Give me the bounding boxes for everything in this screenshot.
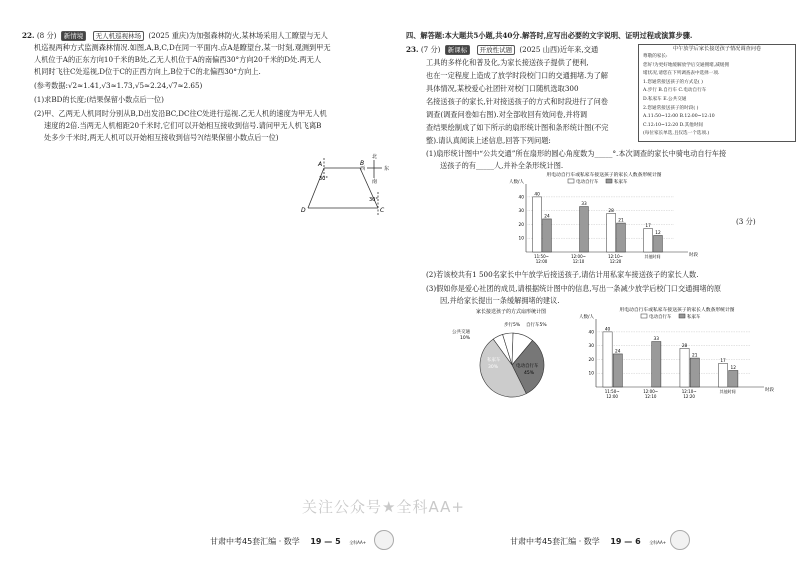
q22-title-tag: 无人机巡视林场: [93, 31, 145, 41]
q22-line-5: (1)求BD的长度;(结果保留小数点后一位): [34, 95, 164, 104]
compass-north: 北: [372, 154, 378, 160]
x-tick-label: 12:00~: [643, 389, 659, 394]
q23-line-6: 查结果绘制成了如下所示的扇形统计图和条形统计图(不完: [426, 123, 609, 132]
x-tick-label: 12:20: [609, 259, 622, 264]
data-label: 12: [655, 230, 661, 236]
bar-car: [652, 342, 661, 387]
point-d: D: [301, 207, 306, 214]
point-b: B: [360, 160, 365, 167]
legend-swatch-ebike: [641, 314, 647, 318]
bar-ebike: [718, 364, 727, 387]
bar-car: [580, 207, 589, 252]
x-axis-label: 时段: [765, 388, 774, 393]
segment-ad: [308, 168, 324, 208]
q22-line-3: 机同时飞往C处巡视,D位于C的正西方向上,B位于C的北偏西30°方向上.: [34, 67, 261, 76]
y-tick-label: 10: [518, 236, 524, 242]
q22-number: 22.: [22, 31, 35, 40]
bar-ebike: [533, 197, 542, 252]
pie-label-ebike-pct: 45%: [524, 371, 535, 376]
bar-ebike: [603, 332, 612, 387]
data-label: 28: [608, 208, 614, 214]
legend-label-car: 私家车: [614, 180, 628, 185]
bar-car: [729, 370, 738, 387]
data-label: 33: [581, 202, 587, 208]
x-tick-label: 12:00: [535, 259, 548, 264]
y-tick-label: 10: [588, 371, 594, 377]
right-footer-title: 甘肃中考45套汇编 · 数学: [510, 537, 600, 546]
q23-line-1: 工具的多样化和普及化,为家长接送孩子提供了便利,: [426, 58, 589, 67]
pie-label-public-pct: 10%: [460, 336, 471, 341]
pie-label-car-pct: 30%: [488, 365, 499, 370]
q23-new-tag: 新课标: [445, 45, 471, 55]
data-label: 40: [534, 192, 540, 198]
survey-line-0: 尊敬的家长:: [643, 54, 668, 59]
compass-west: 西: [360, 166, 366, 172]
legend-label-ebike: 电动自行车: [576, 180, 599, 185]
q23-score-note: (3 分): [736, 217, 756, 226]
q22-header: [22, 30, 328, 41]
data-label: 40: [604, 327, 611, 333]
q23-sub3: (3)假如你是爱心社团的成员,请根据统计图中的信息,写出一条减少放学后校门口交通拥堵的原: [426, 284, 722, 293]
q22-line-4: (参考数据:√2≈1.41,√3≈1.73,√5≈2.24,√7≈2.65): [34, 81, 203, 90]
right-footer-tiny-note: 全科AA+: [649, 540, 667, 545]
angle-c: 30°: [369, 197, 378, 203]
legend-label-car: 私家车: [687, 315, 701, 320]
q23-line-3: 具体情况,某校爱心社团针对校门口随机选取300: [426, 84, 579, 93]
survey-body: [639, 53, 795, 139]
q22-line-2: 人机位于A的正东方向10千米的B处,乙无人机位于A的南偏西30°方向20千米的D处.两无人: [34, 55, 322, 64]
q23-number: 23.: [406, 45, 419, 54]
q22-line-8: 处多少千米时,两无人机可以开始相互接收到信号?(结果保留小数点后一位): [44, 133, 279, 142]
bar-ebike: [607, 213, 616, 252]
right-footer: [510, 536, 666, 547]
bar-car: [543, 219, 552, 252]
data-label: 17: [645, 224, 651, 230]
survey-box: [638, 44, 796, 142]
q22-figure: [290, 150, 400, 220]
legend-swatch-car: [679, 314, 685, 318]
left-footer-tiny-note: 全科AA+: [349, 540, 367, 545]
survey-line-5: D.私家车 E.公共交通: [643, 96, 687, 102]
bar-car: [654, 235, 663, 252]
survey-line-3: 1.您通常接送孩子的方式是( ): [643, 79, 703, 85]
bar-car: [617, 223, 626, 252]
survey-title: 中午放学后家长接送孩子情况调查问卷: [672, 46, 762, 52]
angle-a: 30°: [319, 176, 328, 182]
pie-label-ebike: 电动自行车: [516, 364, 539, 369]
point-a: A: [318, 161, 323, 168]
pie-chart: [446, 305, 576, 405]
y-tick-label: 30: [588, 344, 594, 350]
compass-east: 东: [384, 166, 390, 172]
q23-line-4: 名接送孩子的家长,针对接送孩子的方式和时段进行了问卷: [426, 97, 608, 106]
q23-sub3b: 因,并给家长提出一条缓解拥堵的建议.: [440, 296, 560, 305]
q23-header: [406, 44, 598, 55]
q23-line-0: (2025 山西)近年来,交通: [519, 45, 599, 54]
bar-ebike: [644, 229, 653, 252]
y-tick-label: 20: [518, 222, 524, 228]
watermark: 关注公众号★全科AA+: [302, 498, 465, 516]
left-footer: [210, 536, 366, 547]
survey-line-1: 您好!为更好地缓解放学后交通拥堵,减缓拥: [643, 62, 729, 68]
right-footer-emblem: [670, 530, 690, 550]
q23-sub1b: 送孩子的有_____人,并补全条形统计图.: [440, 161, 564, 170]
legend-swatch-ebike: [568, 179, 574, 183]
data-label: 21: [618, 218, 624, 224]
bar-chart-bottom: [574, 305, 780, 405]
q22-line-1: 机巡视两种方式监测森林情况.如图,A,B,C,D在同一平面内.点A是瞭望台,某一时刻,观测到甲无: [34, 43, 331, 52]
q23-line-7: 整).请认真阅读上述信息,回答下列问题:: [426, 136, 551, 145]
q22-line-0: (2025 重庆)为加强森林防火,某林场采用人工瞭望与无人: [148, 31, 328, 40]
y-tick-label: 20: [588, 357, 594, 363]
compass-south: 南: [372, 179, 378, 185]
bar-ebike: [680, 348, 689, 387]
x-tick-label: 11:50~: [604, 389, 620, 394]
x-tick-label: 12:10~: [681, 389, 697, 394]
data-label: 21: [692, 353, 698, 359]
legend-label-ebike: 电动自行车: [649, 315, 672, 320]
q23-sub2: (2)若该校共有1 500名家长中午放学后接送孩子,请估计用私家车接送孩子的家长人数.: [426, 270, 699, 279]
x-tick-label: 12:20: [683, 394, 695, 399]
q22-line-6: (2)甲、乙两无人机同时分别从B,D出发沿BC,DC往C处进行巡视.乙无人机的速度为甲无人机: [34, 109, 327, 118]
section-title: 四、解答题:本大题共5小题,共40分.解答时,应写出必要的文字说明、证明过程或演算步骤.: [406, 31, 693, 40]
x-tick-label: 12:10~: [608, 254, 623, 259]
data-label: 12: [730, 365, 737, 371]
q23-sub1: (1)扇形统计图中“公共交通”所在扇形的圆心角度数为_____°.本次调查的家长中骑电动自行车接: [426, 149, 727, 158]
q23-line-2: 也在一定程度上造成了放学时段校门口的交通拥堵.为了解: [426, 71, 608, 80]
point-c: C: [380, 207, 385, 214]
y-axis-label: 人数/人: [508, 180, 524, 185]
data-label: 33: [653, 337, 660, 343]
x-tick-label: 12:00~: [571, 254, 586, 259]
chart-title: 用电动自行车或私家车接送孩子的家长人数条形统计图: [546, 173, 662, 178]
left-footer-page: 19 — 5: [310, 537, 341, 546]
pie-label-bike: 自行车5%: [526, 323, 547, 328]
pie-label-public: 公共交通: [452, 330, 470, 335]
q22-line-7: 速度的2倍.当两无人机相距20千米时,它们可以开始相互接收到信号.请问甲无人机飞离B: [44, 121, 322, 130]
q22-score: (8 分): [36, 31, 57, 40]
chart-title: 用电动自行车或私家车接送孩子的家长人数条形统计图: [619, 308, 735, 313]
left-footer-title: 甘肃中考45套汇编 · 数学: [210, 537, 300, 546]
q22-new-tag: 新情境: [61, 31, 87, 41]
data-label: 24: [615, 349, 621, 355]
data-label: 24: [544, 214, 550, 220]
y-tick-label: 40: [588, 330, 594, 336]
right-footer-page: 19 — 6: [610, 537, 641, 546]
pie-title: 家长接送孩子的方式扇形统计图: [475, 309, 547, 315]
q23-score: (7 分): [420, 45, 441, 54]
x-tick-label: 其他时间: [644, 254, 661, 259]
data-label: 28: [681, 343, 688, 349]
x-tick-label: 12:10: [572, 259, 585, 264]
y-tick-label: 30: [518, 209, 524, 215]
pie-label-car: 私家车: [487, 358, 501, 363]
survey-note: (每位家长单选,且仅选一个选项.): [643, 131, 710, 137]
right-page: [400, 0, 800, 569]
survey-line-4: A.步行 B.自行车 C.电动自行车: [643, 88, 707, 94]
x-tick-label: 其他时间: [719, 389, 736, 394]
bar-chart-top: [504, 170, 704, 270]
bar-car: [690, 358, 699, 387]
y-axis-label: 人数/人: [578, 315, 594, 320]
survey-line-2: 堵状况,请您在下列调查表中选择一项.: [643, 71, 720, 77]
q23-title-tag: 开放性试题: [477, 45, 516, 55]
x-axis-label: 时段: [689, 253, 698, 258]
x-tick-label: 12:00: [606, 394, 618, 399]
survey-line-7: A.11:50~12:00 B.12:00~12:10: [643, 114, 715, 120]
bar-car: [613, 354, 622, 387]
left-footer-emblem: [374, 530, 394, 550]
x-tick-label: 12:10: [644, 394, 657, 399]
q23-line-5: 调查(调查问卷如右图).对全部收回有效问卷,并将调: [426, 110, 588, 119]
data-label: 17: [720, 359, 726, 365]
survey-line-8: C.12:10~12:20 D.其他时间: [643, 122, 703, 128]
pie-label-walk: 步行5%: [504, 323, 521, 328]
legend-swatch-car: [606, 179, 612, 183]
y-tick-label: 40: [518, 195, 524, 201]
survey-line-6: 2.您通常接送孩子的时段( ): [643, 105, 699, 111]
x-tick-label: 11:50~: [534, 254, 549, 259]
